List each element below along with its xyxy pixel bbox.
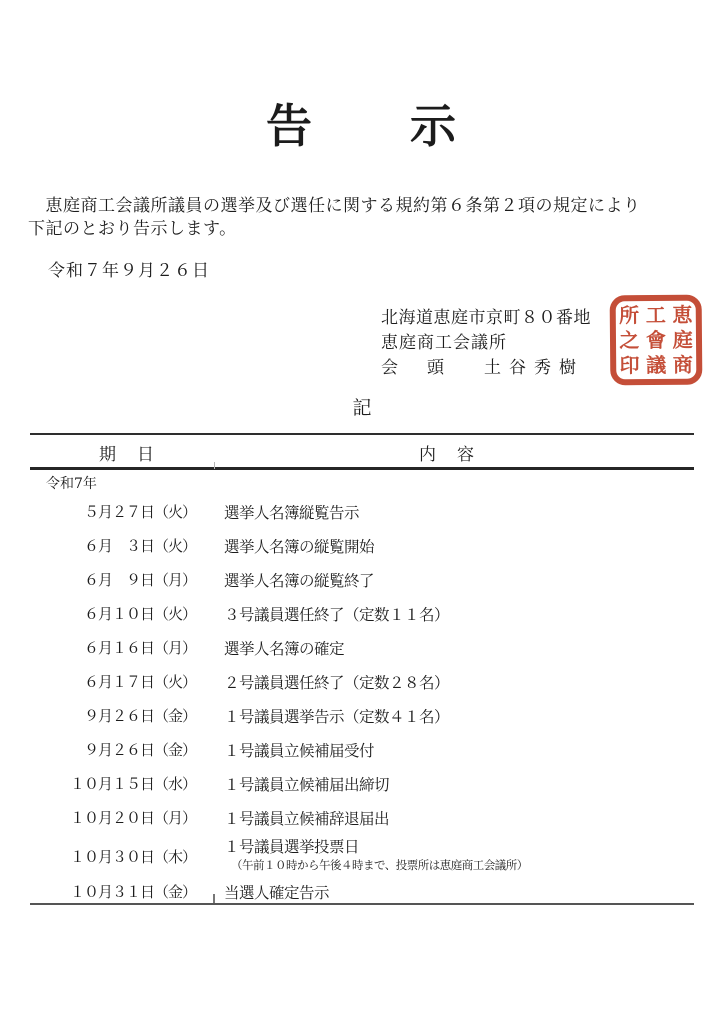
table-row-date: １０月１５日（水） <box>69 775 196 793</box>
table-row-date: ６月１６日（月） <box>83 639 196 657</box>
seal-column-left <box>619 303 640 378</box>
table-row-date: １０月２０日（月） <box>69 809 196 827</box>
table-row-content: 選挙人名簿縦覧告示 <box>224 504 360 522</box>
seal-glyph: 所 <box>619 302 640 327</box>
issuer-organization: 恵庭商工会議所 <box>381 333 507 353</box>
table-row-content: １号議員立候補辞退届出 <box>224 810 390 828</box>
column-divider-tick-top <box>214 462 215 469</box>
table-row-date: １０月３０日（木） <box>69 848 196 866</box>
table-row-date: ６月 ３日（火） <box>83 537 196 555</box>
seal-glyph: 之 <box>619 327 640 352</box>
seal-glyph: 議 <box>646 352 667 377</box>
table-row-content: １号議員立候補届受付 <box>224 742 375 760</box>
intro-paragraph-line1: 恵庭商工会議所議員の選挙及び選任に関する規約第６条第２項の規定により <box>28 196 641 216</box>
table-top-rule <box>30 433 694 435</box>
table-row-date: ９月２６日（金） <box>83 741 196 759</box>
table-row-date: １０月３１日（金） <box>69 883 196 901</box>
red-stamp-seal-icon <box>610 295 703 386</box>
table-row-date: ５月２７日（火） <box>83 503 196 521</box>
table-row-date: ９月２６日（金） <box>83 707 196 725</box>
table-row-content: ２号議員選任終了（定数２８名） <box>224 674 450 692</box>
table-row-content: 当選人確定告示 <box>224 884 330 902</box>
seal-glyph: 印 <box>619 352 640 377</box>
table-row-date: ６月１７日（火） <box>83 673 196 691</box>
issuer-name: 土谷秀樹 <box>484 358 584 378</box>
table-year-label: 令和7年 <box>46 476 97 492</box>
seal-glyph: 工 <box>645 302 666 327</box>
table-row-date: ６月 ９日（月） <box>83 571 196 589</box>
table-row-content: １号議員立候補届出締切 <box>224 776 390 794</box>
table-row-content: 選挙人名簿の縦覧終了 <box>224 572 375 590</box>
record-heading: 記 <box>352 397 372 419</box>
issuer-address: 北海道恵庭市京町８０番地 <box>381 308 591 328</box>
column-header-content: 内 容 <box>419 445 476 465</box>
table-row-content: ３号議員選任終了（定数１１名） <box>224 606 450 624</box>
table-row-content: 選挙人名簿の確定 <box>224 640 345 658</box>
seal-column-right <box>672 302 693 377</box>
seal-glyph: 商 <box>672 352 693 377</box>
seal-glyph: 恵 <box>672 302 693 327</box>
table-row-content: １号議員選挙告示（定数４１名） <box>224 708 450 726</box>
table-row-note: （午前１０時から午後４時まで、投票所は恵庭商工会議所） <box>231 858 528 872</box>
seal-glyph: 庭 <box>672 327 693 352</box>
intro-paragraph-line2: 下記のとおり告示します。 <box>28 219 237 239</box>
table-row-content: 選挙人名簿の縦覧開始 <box>224 538 375 556</box>
table-header-rule <box>30 467 694 470</box>
issue-date: 令和７年９月２６日 <box>48 261 210 281</box>
issuer-role: 会 頭 <box>381 358 450 378</box>
table-bottom-rule <box>30 903 694 905</box>
issuer-signature-line <box>381 353 584 378</box>
column-header-date: 期 日 <box>99 445 156 465</box>
table-row-date: ６月１０日（火） <box>83 605 196 623</box>
seal-glyph: 會 <box>645 327 667 352</box>
table-row-content: １号議員選挙投票日 <box>224 838 360 856</box>
seal-column-middle <box>646 302 667 377</box>
page-title: 告 示 <box>266 99 458 153</box>
